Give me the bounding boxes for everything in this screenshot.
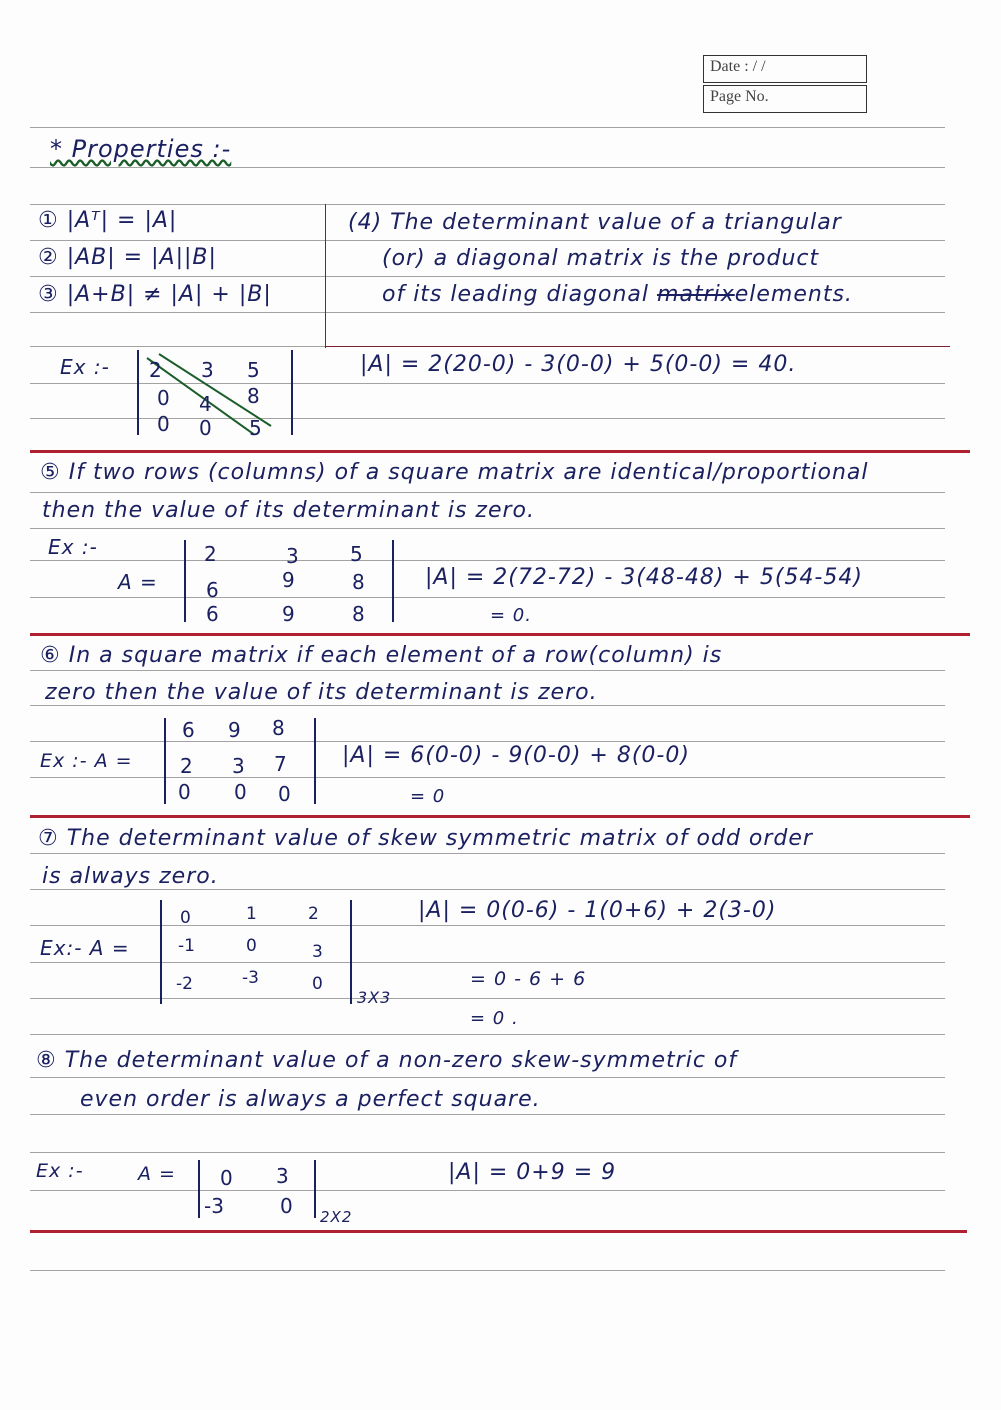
cell: 0 [180,908,191,928]
cell: 0 [280,1194,293,1218]
section-divider [30,450,970,453]
text: elements. [734,282,853,307]
box-bottom [325,346,950,347]
property-5-line: ⑤ If two rows (columns) of a square matrix are identical/proportional [40,460,869,485]
property-6-line: zero then the value of its determinant is zero. [45,680,598,705]
cell: 5 [247,358,260,382]
page-title: * Properties :- [50,135,232,163]
cell: -3 [204,1194,224,1218]
section-divider [30,1230,967,1233]
section-divider [30,815,970,818]
text: of its leading diagonal [382,282,650,307]
matrix-label: A = [138,1163,176,1185]
cell: 0 [312,974,323,994]
property-7-line: ⑦ The determinant value of skew symmetric matrix of odd order [38,826,813,851]
date-field: Date : / / [703,55,867,83]
cell: 0 [199,416,212,440]
property-2: ② |AB| = |A||B| [38,245,217,270]
cell: 3 [201,358,214,382]
matrix [164,718,316,804]
calculation-step: = 0 - 6 + 6 [470,968,587,990]
page-number-field: Page No. [703,85,867,113]
cell: 2 [149,358,162,382]
struck-text: matrix [657,282,735,307]
cell: 8 [247,384,260,408]
example-label: Ex:- A = [40,936,130,960]
cell: 7 [274,752,287,776]
example-label: Ex :- [60,355,110,379]
property-4-line [382,282,853,307]
property-8-line: ⑧ The determinant value of a non-zero skew-symmetric of [36,1048,738,1073]
matrix-order: 3X3 [357,988,392,1007]
matrix [198,1160,316,1218]
calculation: |A| = 2(20-0) - 3(0-0) + 5(0-0) = 40. [360,352,797,377]
matrix [184,540,394,626]
property-4-line: (or) a diagonal matrix is the product [382,246,820,271]
cell: 8 [352,602,365,626]
section-divider [30,633,970,636]
calculation: |A| = 0+9 = 9 [448,1160,617,1185]
cell: 0 [157,386,170,410]
cell: 0 [234,780,247,804]
matrix-label: A = [118,570,158,594]
cell: 9 [282,602,295,626]
property-3: ③ |A+B| ≠ |A| + |B| [38,282,272,307]
calculation: |A| = 0(0-6) - 1(0+6) + 2(3-0) [418,898,777,923]
property-6-line: ⑥ In a square matrix if each element of a row(column) is [40,643,723,668]
cell: 0 [220,1166,233,1190]
cell: 2 [308,904,319,924]
example-label: Ex :- [48,535,98,559]
column-divider [325,204,326,348]
cell: 8 [352,570,365,594]
cell: 0 [178,780,191,804]
cell: 0 [157,412,170,436]
matrix [137,350,293,440]
cell: 0 [246,936,257,956]
property-7-line: is always zero. [42,864,219,889]
property-1: ① |Aᵀ| = |A| [38,208,178,233]
cell: 3 [312,942,323,962]
cell: -2 [176,974,193,994]
result: = 0 . [470,1008,519,1029]
property-4-line: (4) The determinant value of a triangular [348,210,842,235]
cell: 6 [206,602,219,626]
cell: 3 [276,1164,289,1188]
cell: 8 [272,716,285,740]
calculation: |A| = 2(72-72) - 3(48-48) + 5(54-54) [425,565,863,590]
cell: 2 [204,542,217,566]
cell: 9 [228,718,241,742]
example-label: Ex :- [36,1160,84,1182]
property-8-line: even order is always a perfect square. [80,1087,541,1112]
cell: 5 [350,542,363,566]
cell: 0 [278,782,291,806]
example-label: Ex :- A = [40,750,133,772]
cell: 9 [282,568,295,592]
cell: -3 [242,968,259,988]
cell: 2 [180,754,193,778]
cell: 4 [199,392,212,416]
cell: 6 [206,578,219,602]
cell: 5 [249,416,262,440]
cell: 3 [286,544,299,568]
cell: 3 [232,754,245,778]
result: = 0 [410,786,446,807]
matrix [160,900,352,1004]
matrix-order: 2X2 [320,1208,353,1226]
cell: -1 [178,936,195,956]
cell: 1 [246,904,257,924]
calculation: |A| = 6(0-0) - 9(0-0) + 8(0-0) [342,743,690,768]
cell: 6 [182,718,195,742]
result: = 0. [490,605,532,626]
property-5-line: then the value of its determinant is zero. [42,498,535,523]
